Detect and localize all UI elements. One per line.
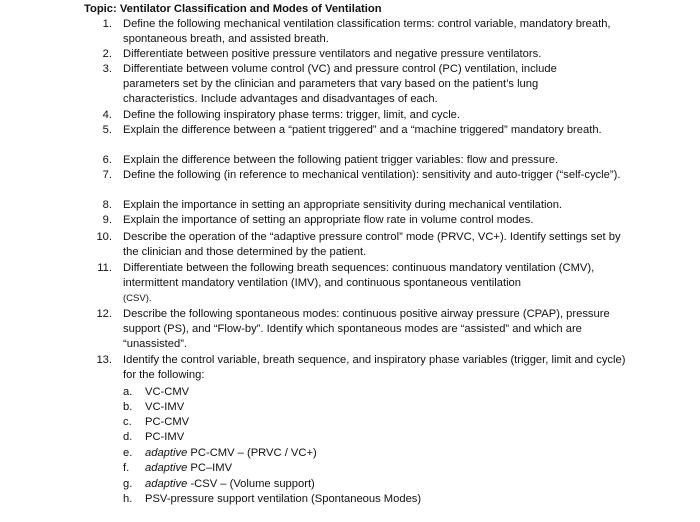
item-number: 12. — [96, 308, 112, 320]
item-number: 1. — [102, 18, 112, 30]
sub-item-letter: g. — [123, 478, 133, 490]
sub-item-letter: d. — [123, 431, 133, 443]
item-text-small: (CSV). — [123, 293, 152, 304]
sub-item-italic: adaptive — [145, 478, 188, 490]
sub-item-text: PSV-pressure support ventilation (Spontaneous Modes) — [145, 493, 422, 505]
topic-heading: Topic: Ventilator Classification and Modes of Ventilation — [84, 3, 382, 15]
sub-item-text: VC-CMV — [145, 386, 190, 398]
item-text — [123, 261, 628, 306]
sub-item-text — [145, 446, 317, 461]
sub-item-italic: adaptive — [145, 462, 188, 474]
sub-item-letter: f. — [123, 462, 130, 474]
item-number: 13. — [96, 354, 112, 366]
sub-item-letter: b. — [123, 401, 133, 413]
item-text: Explain the difference between a “patient triggered” and a “machine triggered” mandatory breath. — [123, 124, 602, 136]
item-number: 6. — [102, 154, 112, 166]
sub-item-rest: -CSV – (Volume support) — [187, 478, 315, 490]
sub-item-rest: PC-CMV – (PRVC / VC+) — [187, 447, 317, 459]
item-number: 4. — [102, 109, 112, 121]
sub-item-text: PC-IMV — [145, 431, 185, 443]
item-number: 10. — [96, 231, 112, 243]
item-number: 5. — [102, 124, 112, 136]
item-number: 7. — [102, 169, 112, 181]
item-text: Define the following inspiratory phase terms: trigger, limit, and cycle. — [123, 109, 461, 121]
sub-item-text: PC-CMV — [145, 416, 190, 428]
item-text: Explain the importance in setting an appropriate sensitivity during mechanical ventilation. — [123, 199, 563, 211]
item-number: 2. — [102, 48, 112, 60]
item-text: Describe the operation of the “adaptive pressure control” mode (PRVC, VC+). Identify settings set by the clinician and those determined by the patient. — [123, 231, 621, 258]
sub-item-text: VC-IMV — [145, 401, 185, 413]
sub-item-letter: h. — [123, 493, 133, 505]
item-text: Identify the control variable, breath sequence, and inspiratory phase variables (trigger, limit and cycle) for the following: — [123, 354, 626, 381]
item-text: Explain the difference between the following patient trigger variables: flow and pressure. — [123, 154, 559, 166]
sub-item-rest: PC–IMV — [187, 462, 233, 474]
item-text: Describe the following spontaneous modes: continuous positive airway pressure (CPAP), pressure support (PS), and “Flow-by”. Identify which spontaneous modes are “assisted” and which are “unassisted”. — [123, 308, 610, 350]
sub-item-text — [145, 477, 315, 492]
sub-item-text — [145, 461, 232, 476]
item-number: 9. — [102, 214, 112, 226]
item-text: Explain the importance of setting an appropriate flow rate in volume control modes. — [123, 214, 534, 226]
item-text-main: Differentiate between the following breath sequences: continuous mandatory ventilation (CMV), intermittent mandatory ventilation (IMV), and continuous spontaneous ventilation — [123, 262, 595, 289]
item-number: 11. — [97, 262, 112, 274]
sub-item-italic: adaptive — [145, 447, 188, 459]
item-text: Define the following (in reference to mechanical ventilation): sensitivity and auto-trigger (“self-cycle”). — [123, 169, 621, 181]
sub-item-letter: c. — [123, 416, 132, 428]
item-text: Differentiate between volume control (VC) and pressure control (PC) ventilation, include parameters set by the clinician and parameters that vary based on the patient’s lung characteristics. Include advantages and disadvantages of each. — [123, 63, 557, 105]
item-number: 3. — [102, 63, 112, 75]
item-text: Differentiate between positive pressure ventilators and negative pressure ventilators. — [123, 48, 542, 60]
item-text: Define the following mechanical ventilation classification terms: control variable, mandatory breath, spontaneous breath, and assisted breath. — [123, 18, 611, 45]
sub-item-letter: a. — [123, 386, 133, 398]
sub-item-letter: e. — [123, 447, 133, 459]
item-number: 8. — [102, 199, 112, 211]
